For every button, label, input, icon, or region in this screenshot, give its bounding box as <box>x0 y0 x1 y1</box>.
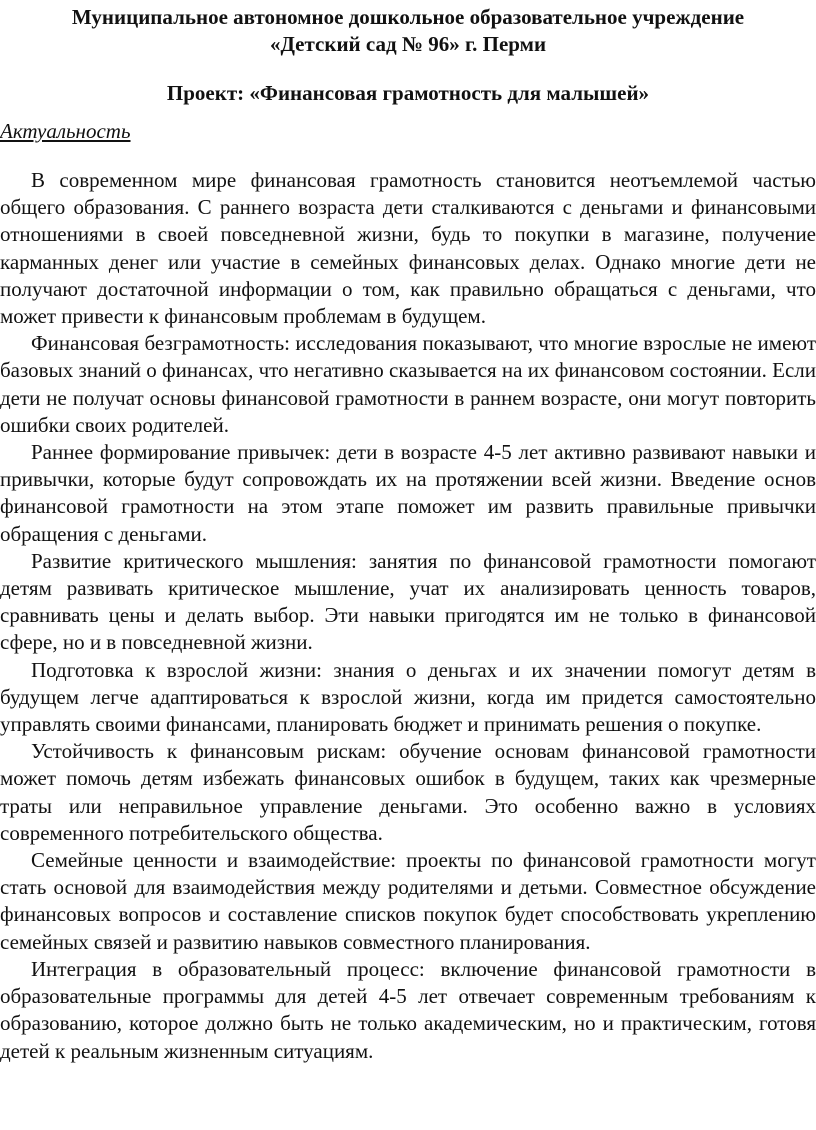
project-title: Проект: «Финансовая грамотность для малышей» <box>166 81 650 105</box>
organization-line-2: «Детский сад № 96» г. Перми <box>269 32 547 56</box>
paragraph: Подготовка к взрослой жизни: знания о деньгах и их значении помогут детям в будущем легче адаптироваться к взрослой жизни, когда им придется самостоятельно управлять своими финансами, планировать бюджет и принимать решения о покупке. <box>0 657 816 737</box>
paragraph: Развитие критического мышления: занятия по финансовой грамотности помогают детям развивать критическое мышление, учат их анализировать ценность товаров, сравнивать цены и делать выбор. Эти навыки пригодятся им не только в финансовой сфере, но и в повседневной жизни. <box>0 548 816 655</box>
organization-name <box>0 4 816 58</box>
paragraph: Раннее формирование привычек: дети в возрасте 4-5 лет активно развивают навыки и привычки, которые будут сопровождать их на протяжении всей жизни. Введение основ финансовой грамотности на этом этапе поможет им развить правильные привычки обращения с деньгами. <box>0 440 816 546</box>
paragraph: Устойчивость к финансовым рискам: обучение основам финансовой грамотности может помочь детям избежать финансовых ошибок в будущем, таких как чрезмерные траты или неправильное управление деньгами. Это особенно важно в условиях современного потребительского общества. <box>0 739 816 845</box>
section-heading: Актуальность <box>0 119 131 143</box>
document-body <box>0 167 816 1065</box>
paragraph: Интеграция в образовательный процесс: включение финансовой грамотности в образовательные программы для детей 4-5 лет отвечает современным требованиям к образованию, которое должно быть не только академическим, но и практическим, готовя детей к реальным жизненным ситуациям. <box>0 956 816 1063</box>
organization-line-1: Муниципальное автономное дошкольное образовательное учреждение <box>71 5 745 29</box>
paragraph: В современном мире финансовая грамотность становится неотъемлемой частью общего образования. С раннего возраста дети сталкиваются с деньгами и финансовыми отношениями в своей повседневной жизни, будь то покупки в магазине, получение карманных денег или участие в семейных финансовых делах. Однако многие дети не получают достаточной информации о том, как правильно обращаться с деньгами, что может привести к финансовым проблемам в будущем. <box>0 168 816 329</box>
paragraph: Семейные ценности и взаимодействие: проекты по финансовой грамотности могут стать основой для взаимодействия между родителями и детьми. Совместное обсуждение финансовых вопросов и составление списков покупок будет способствовать укреплению семейных связей и развитию навыков совместного планирования. <box>0 848 816 954</box>
paragraph: Финансовая безграмотность: исследования показывают, что многие взрослые не имеют базовых знаний о финансах, что негативно сказывается на их финансовом состоянии. Если дети не получат основы финансовой грамотности в раннем возрасте, они могут повторить ошибки своих родителей. <box>0 331 816 437</box>
